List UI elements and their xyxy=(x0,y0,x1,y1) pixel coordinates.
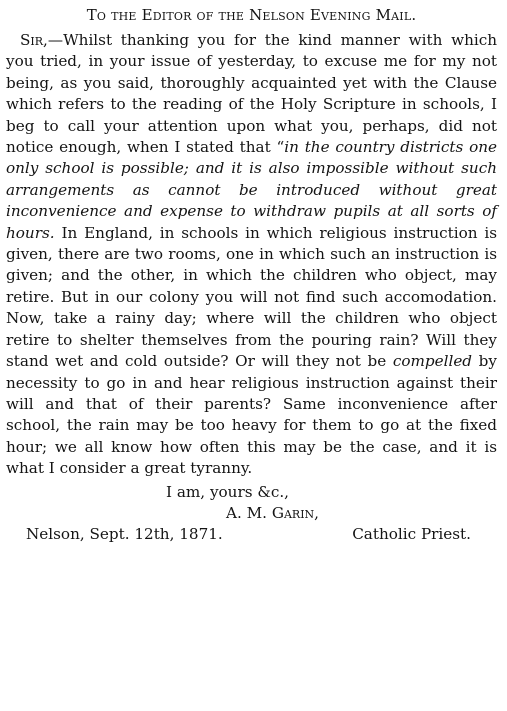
signature: A. M. Garin, xyxy=(226,503,319,522)
salutation: Sir, xyxy=(20,31,48,49)
letter-text-part-2: In England, in schools in which religious instruction is given, there are two rooms, one in which such an instruction is given; and the other, in which the children who object, may retire. But in our colony you will not find such accomodation. Now, take a rainy day; where will the children who object retire to shelter themselves from the pouring rain? Will they stand wet and cold outside? Or will they not be xyxy=(6,223,497,371)
letter-heading: To the Editor of the Nelson Evening Mail. xyxy=(86,6,417,24)
dateline: Nelson, Sept. 12th, 1871. xyxy=(26,525,223,544)
closing-line: I am, yours &c., xyxy=(166,482,290,501)
letter-body xyxy=(6,30,497,480)
emphasized-word: compelled xyxy=(392,352,473,371)
letter-text-part-1: —Whilst thanking you for the kind manner with which you tried, in your issue of yesterday, to excuse me for my not being, as you said, thoroughly acquainted yet with the Clause which refers to the reading of the Holy Scripture in schools, I beg to call your attention upon what you, perhaps, did not notice enough, when I stated that “ xyxy=(6,31,497,157)
footer-line xyxy=(6,524,497,545)
author-title: Catholic Priest. xyxy=(352,525,471,544)
quoted-statement: in the country districts one only school is possible; and it is also impossible without such arrangements as cannot be introduced without great inconvenience and expense to withdraw pupils at all sorts of hours. xyxy=(6,138,497,242)
letter-text-part-3: by necessity to go in and hear religious instruction against their will and that of their parents? Same inconvenience after school, the rain may be too heavy for them to go at the fixed hour; we all know how often this may be the case, and it is what I consider a great tyranny. xyxy=(6,352,497,478)
